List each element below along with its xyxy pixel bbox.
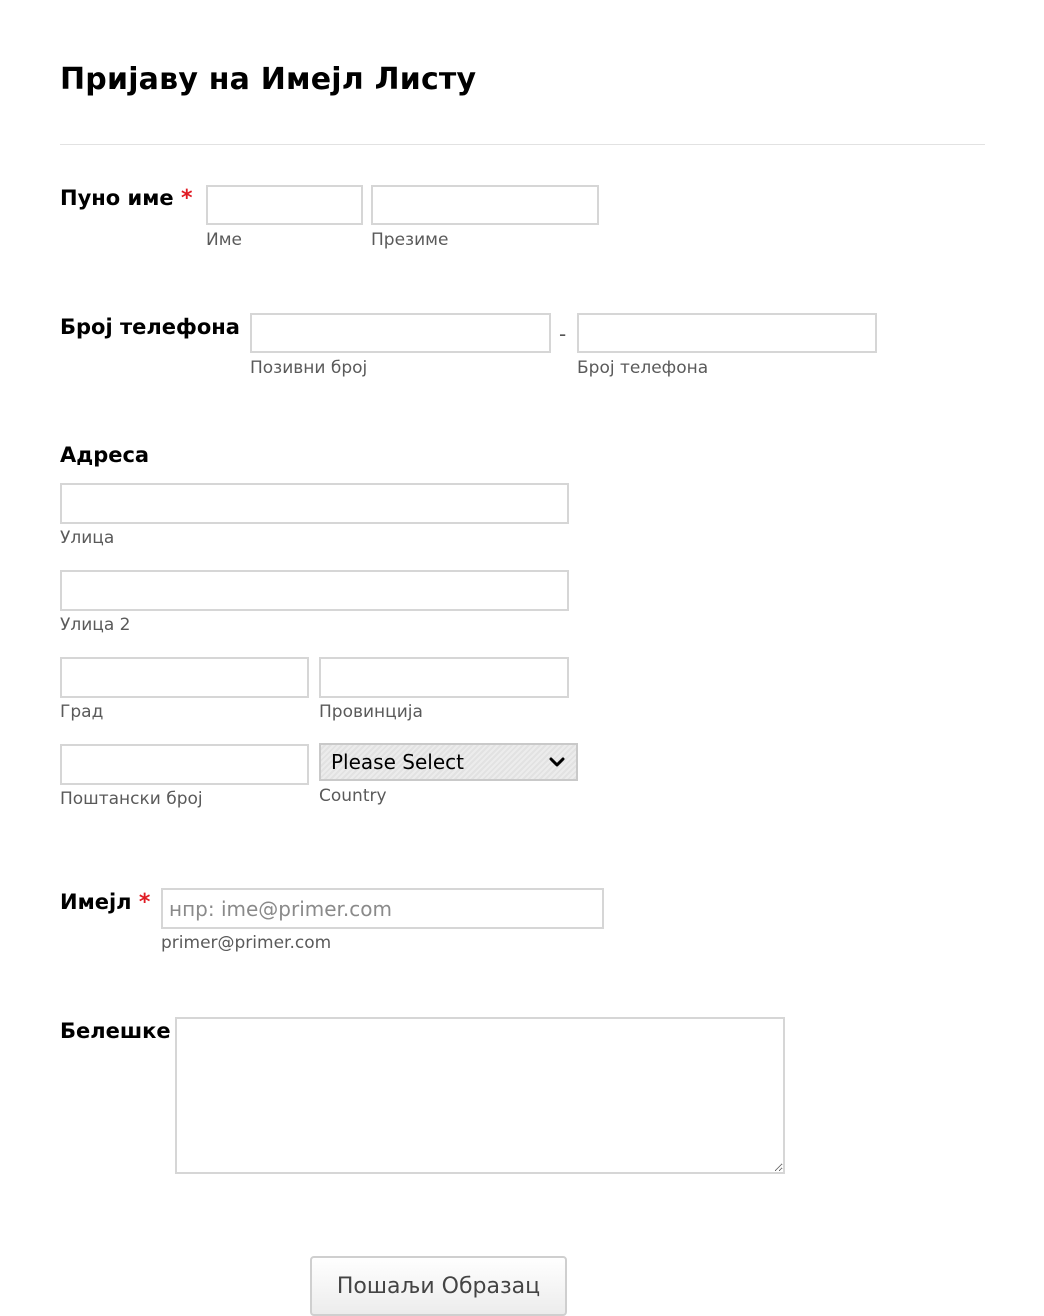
country-selected-value: Please Select — [331, 750, 464, 774]
last-name-sublabel: Презиме — [371, 230, 449, 250]
zip-input[interactable] — [60, 744, 309, 785]
area-code-sublabel: Позивни број — [250, 358, 368, 378]
first-name-input[interactable] — [206, 185, 363, 225]
submit-button[interactable]: Пошаљи Образац — [310, 1256, 567, 1316]
email-input[interactable] — [161, 888, 604, 929]
notes-textarea[interactable] — [175, 1017, 785, 1174]
email-label — [60, 890, 150, 915]
notes-label: Белешке — [60, 1019, 171, 1043]
email-sublabel: primer@primer.com — [161, 933, 332, 953]
street2-input[interactable] — [60, 570, 569, 611]
city-input[interactable] — [60, 657, 309, 698]
required-asterisk: * — [138, 890, 151, 915]
email-label-text: Имејл — [60, 890, 132, 914]
phone-number-sublabel: Број телефона — [577, 358, 709, 378]
zip-sublabel: Поштански број — [60, 789, 203, 809]
street-input[interactable] — [60, 483, 569, 524]
area-code-input[interactable] — [250, 313, 551, 353]
country-sublabel: Country — [319, 786, 387, 806]
full-name-label-text: Пуно име — [60, 186, 174, 210]
phone-number-input[interactable] — [577, 313, 877, 353]
province-input[interactable] — [319, 657, 569, 698]
chevron-down-icon — [548, 753, 566, 771]
phone-separator: - — [559, 322, 567, 346]
street-sublabel: Улица — [60, 528, 115, 548]
required-asterisk: * — [180, 186, 193, 211]
title-divider — [60, 144, 985, 145]
province-sublabel: Провинција — [319, 702, 423, 722]
full-name-label — [60, 186, 192, 211]
form-title: Пријаву на Имејл Листу — [60, 62, 477, 97]
first-name-sublabel: Име — [206, 230, 243, 250]
city-sublabel: Град — [60, 702, 104, 722]
address-label: Адреса — [60, 443, 150, 467]
street2-sublabel: Улица 2 — [60, 615, 131, 635]
country-select[interactable] — [319, 743, 578, 781]
phone-label: Број телефона — [60, 315, 240, 339]
last-name-input[interactable] — [371, 185, 599, 225]
